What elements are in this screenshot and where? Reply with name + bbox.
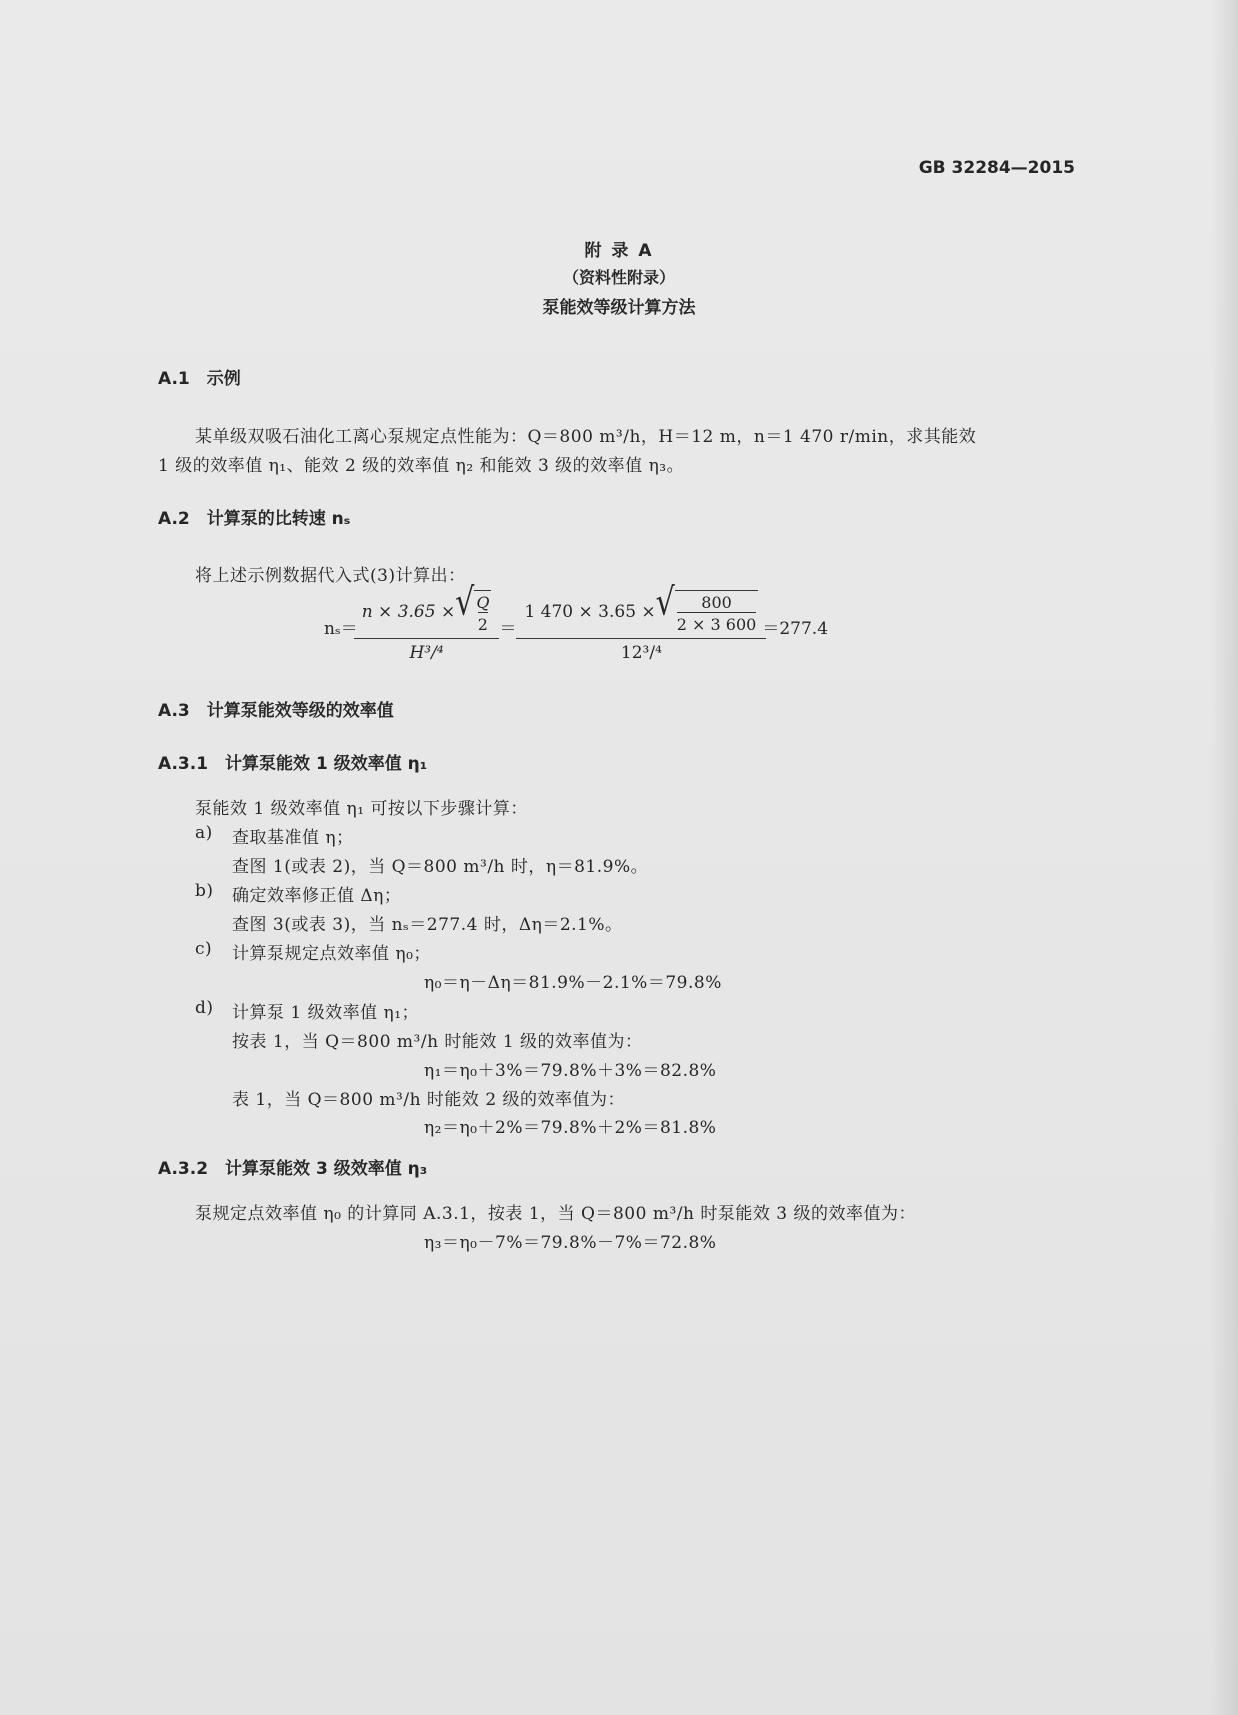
- step-d-text2: 表 1，当 Q＝800 m³/h 时能效 2 级的效率值为：: [232, 1090, 626, 1110]
- step-d-text1: 按表 1，当 Q＝800 m³/h 时能效 1 级的效率值为：: [232, 1032, 643, 1052]
- formula-result: ＝277.4: [762, 619, 829, 639]
- step-b-title: 确定效率修正值 Δη；: [232, 886, 402, 906]
- sqrt1-bottom: 2: [478, 612, 488, 634]
- step-d-equation1: η₁＝η₀＋3%＝79.8%＋3%＝82.8%: [424, 1061, 717, 1081]
- a31-intro: 泵能效 1 级效率值 η₁ 可按以下步骤计算：: [195, 799, 528, 819]
- sqrt2-bottom: 2 × 3 600: [677, 612, 757, 634]
- a32-text: 泵规定点效率值 η₀ 的计算同 A.3.1，按表 1，当 Q＝800 m³/h 时泵能效 3 级的效率值为：: [195, 1204, 916, 1224]
- section-a3-heading: A.3 计算泵能效等级的效率值: [158, 701, 394, 721]
- sqrt2-top: 800: [701, 593, 732, 612]
- a1-text-line1: 某单级双吸石油化工离心泵规定点性能为：Q＝800 m³/h，H＝12 m，n＝1 470 r/min，求其能效: [195, 427, 977, 447]
- step-c-equation: η₀＝η－Δη＝81.9%－2.1%＝79.8%: [424, 973, 722, 993]
- section-a32-heading: A.3.2 计算泵能效 3 级效率值 η₃: [158, 1159, 428, 1179]
- section-a2-heading: A.2 计算泵的比转速 nₛ: [158, 509, 351, 529]
- standard-number: GB 32284—2015: [918, 158, 1075, 178]
- a1-text-line2: 1 级的效率值 η₁、能效 2 级的效率值 η₂ 和能效 3 级的效率值 η₃。: [158, 456, 685, 476]
- step-a-detail: 查图 1(或表 2)，当 Q＝800 m³/h 时，η＝81.9%。: [232, 857, 649, 877]
- appendix-subtitle: 泵能效等级计算方法: [542, 298, 696, 318]
- specific-speed-formula: [324, 580, 829, 663]
- step-b-detail: 查图 3(或表 3)，当 nₛ＝277.4 时，Δη＝2.1%。: [232, 915, 623, 935]
- step-d-title: 计算泵 1 级效率值 η₁；: [232, 1003, 420, 1023]
- step-a-label: a): [195, 823, 213, 843]
- appendix-type: （资料性附录）: [562, 268, 675, 287]
- a2-text: 将上述示例数据代入式(3)计算出：: [195, 566, 466, 586]
- formula-fraction-2: [520, 580, 762, 663]
- formula-fraction-1: [358, 580, 496, 663]
- step-d-label: d): [195, 998, 214, 1018]
- formula-lhs: nₛ＝: [324, 619, 358, 639]
- sqrt-1: √ $\frac{Q}{2}$: [455, 580, 490, 634]
- formula-num2: 1 470 × 3.65 ×: [524, 602, 656, 622]
- formula-den1: H³/⁴: [354, 638, 500, 663]
- sqrt-2: √ $\frac{800}{2 \times 3 600}$: [655, 580, 757, 634]
- step-c-label: c): [195, 939, 213, 959]
- step-b-label: b): [195, 881, 214, 901]
- sqrt1-top: Q: [476, 593, 490, 612]
- step-a-title: 查取基准值 η；: [232, 828, 354, 848]
- formula-num1: n × 3.65 ×: [361, 602, 456, 622]
- appendix-title: 附 录 A: [584, 241, 654, 261]
- step-d-equation2: η₂＝η₀＋2%＝79.8%＋2%＝81.8%: [424, 1118, 717, 1138]
- formula-eq-sign: ＝: [499, 619, 517, 639]
- section-a1-heading: A.1 示例: [158, 369, 241, 389]
- step-c-title: 计算泵规定点效率值 η₀；: [232, 944, 431, 964]
- formula-den2: 12³/⁴: [516, 638, 766, 663]
- section-a31-heading: A.3.1 计算泵能效 1 级效率值 η₁: [158, 754, 428, 774]
- a32-equation: η₃＝η₀－7%＝79.8%－7%＝72.8%: [424, 1233, 717, 1253]
